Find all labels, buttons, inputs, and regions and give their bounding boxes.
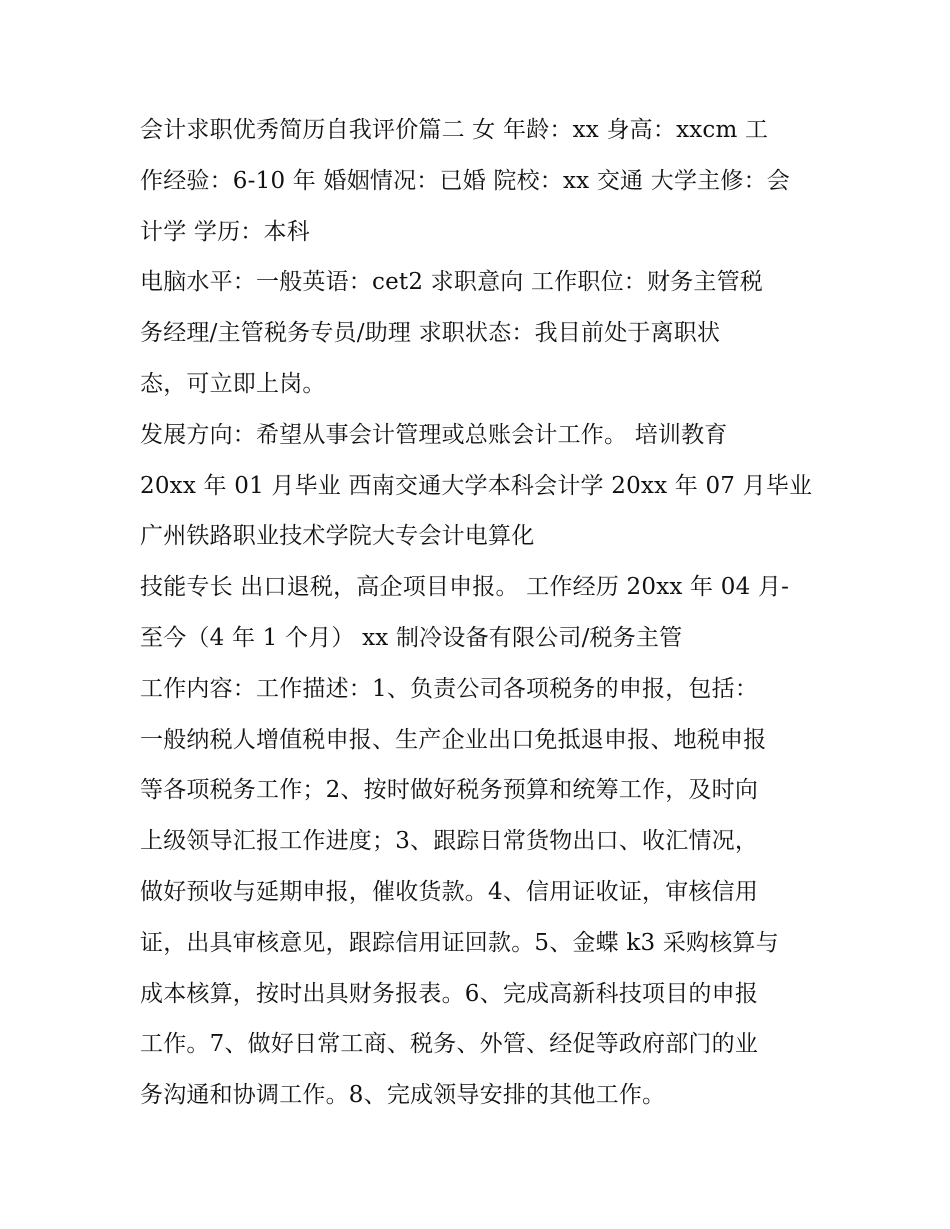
text-line: 态，可立即上岗。 xyxy=(140,370,326,397)
text-line: 计学 学历：本科 xyxy=(140,218,310,245)
text-line: 发展方向：希望从事会计管理或总账会计工作。 培训教育 xyxy=(140,421,728,448)
text-line: 上级领导汇报工作进度；3、跟踪日常货物出口、收汇情况， xyxy=(140,828,759,855)
text-line: 电脑水平：一般英语：cet2 求职意向 工作职位：财务主管税 xyxy=(140,269,763,296)
document-body xyxy=(140,105,820,1121)
text-line: 作经验：6-10 年 婚姻情况：已婚 院校：xx 交通 大学主修：会 xyxy=(140,167,790,194)
text-line: 一般纳税人增值税申报、生产企业出口免抵退申报、地税申报 xyxy=(140,726,767,753)
text-line: 工作内容：工作描述：1、负责公司各项税务的申报，包括： xyxy=(140,675,759,702)
text-line: 工作。7、做好日常工商、税务、外管、经促等政府部门的业 xyxy=(140,1031,759,1058)
text-line: 等各项税务工作；2、按时做好税务预算和统筹工作，及时向 xyxy=(140,777,759,804)
text-line: 成本核算，按时出具财务报表。6、完成高新科技项目的申报 xyxy=(140,980,759,1007)
text-line: 至今（4 年 1 个月） xx 制冷设备有限公司/税务主管 xyxy=(140,624,683,651)
text-line: 技能专长 出口退税，高企项目申报。 工作经历 20xx 年 04 月- xyxy=(140,574,790,601)
text-line: 会计求职优秀简历自我评价篇二 女 年龄：xx 身高：xxcm 工 xyxy=(140,117,769,143)
text-line: 证，出具审核意见，跟踪信用证回款。5、金蝶 k3 采购核算与 xyxy=(140,929,779,956)
text-line: 做好预收与延期申报，催收货款。4、信用证收证，审核信用 xyxy=(140,878,759,905)
text-line: 务沟通和协调工作。8、完成领导安排的其他工作。 xyxy=(140,1082,666,1109)
text-line: 广州铁路职业技术学院大专会计电算化 xyxy=(140,523,535,550)
text-line: 务经理/主管税务专员/助理 求职状态：我目前处于离职状 xyxy=(140,320,721,347)
text-line: 20xx 年 01 月毕业 西南交通大学本科会计学 20xx 年 07 月毕业 xyxy=(140,472,813,499)
